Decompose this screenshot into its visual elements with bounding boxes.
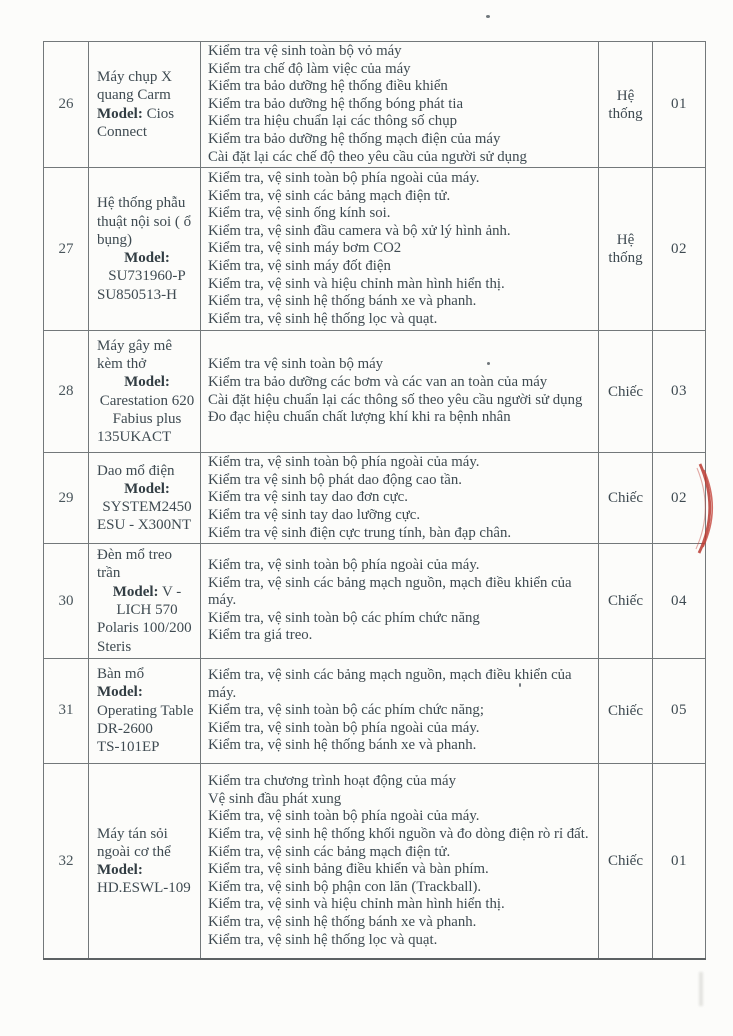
- equipment-line: 135UKACT: [97, 429, 172, 446]
- scan-smudge: [699, 972, 703, 1006]
- table-row: [44, 42, 706, 168]
- equipment-line: kèm thở: [97, 356, 147, 373]
- equipment-line: Máy gây mê: [97, 337, 172, 354]
- unit-cell: Hệ thống: [599, 42, 653, 168]
- table-row: [44, 658, 706, 763]
- equipment-line: DR-2600: [97, 721, 153, 738]
- equipment-maintenance-table: [43, 41, 706, 960]
- equipment-line: Bàn mổ: [97, 666, 145, 683]
- task-line: Kiểm tra vệ sinh toàn bộ máy: [208, 356, 384, 373]
- unit-cell: Chiếc: [599, 544, 653, 659]
- equipment-line: thuật nội soi ( ổ: [97, 213, 192, 230]
- task-line: Kiểm tra bảo dưỡng hệ thống mạch điện của máy: [208, 130, 501, 147]
- equipment-line: TS-101EP: [97, 739, 160, 756]
- task-line: Kiểm tra, vệ sinh máy đốt điện: [208, 257, 391, 274]
- equipment-line: Operating Table: [97, 702, 194, 719]
- task-line: Đo đạc hiệu chuẩn chất lượng khí khi ra bệnh nhân: [208, 409, 511, 426]
- equipment-line: LICH 570: [116, 602, 178, 619]
- equipment-line: HD.ESWL-109: [97, 880, 191, 897]
- task-line: Kiểm tra, vệ sinh toàn bộ phía ngoài của máy.: [208, 169, 480, 186]
- task-line: Kiểm tra vệ sinh tay dao lưỡng cực.: [208, 506, 421, 523]
- tasks-cell: [208, 43, 594, 166]
- unit-cell: Chiếc: [599, 453, 653, 544]
- equipment-line: Polaris 100/200: [97, 620, 192, 637]
- task-line: Kiểm tra, vệ sinh hệ thống lọc và quạt.: [208, 931, 438, 948]
- task-line: Kiểm tra, vệ sinh đầu camera và bộ xử lý hình ảnh.: [208, 222, 511, 239]
- table-row: [44, 544, 706, 659]
- equipment-line: Model:: [124, 250, 170, 267]
- equipment-line: Model:: [124, 374, 170, 391]
- equipment-line: Fabius plus: [112, 410, 182, 427]
- equipment-line: ESU - X300NT: [97, 517, 192, 534]
- equipment-line: ngoài cơ thể: [97, 843, 171, 860]
- task-line: Kiểm tra, vệ sinh và hiệu chỉnh màn hình hiển thị.: [208, 275, 505, 292]
- equipment-cell: [97, 825, 197, 898]
- task-line: Kiểm tra vệ sinh toàn bộ vỏ máy: [208, 43, 402, 59]
- tasks-cell: [208, 667, 594, 755]
- unit-cell: Chiếc: [599, 763, 653, 959]
- qty-cell: 05: [653, 658, 706, 763]
- qty-cell: 01: [653, 763, 706, 959]
- task-line: Kiểm tra, vệ sinh các bảng mạch nguồn, mạch điều khiển của máy.: [208, 574, 572, 609]
- unit-cell: Chiếc: [599, 331, 653, 453]
- equipment-line: SYSTEM2450: [102, 499, 192, 516]
- task-line: Kiểm tra chế độ làm việc của máy: [208, 60, 411, 77]
- task-line: Kiểm tra, vệ sinh toàn bộ các phím chức năng;: [208, 702, 484, 719]
- equipment-line: Dao mổ điện: [97, 462, 175, 479]
- task-line: Kiểm tra bảo dưỡng hệ thống bóng phát tia: [208, 95, 464, 112]
- task-line: Vệ sinh đầu phát xung: [208, 790, 342, 807]
- equipment-cell: [97, 337, 197, 447]
- unit-cell: Hệ thống: [599, 168, 653, 331]
- row-number: 32: [44, 763, 89, 959]
- task-line: Kiểm tra vệ sinh bộ phát dao động cao tần.: [208, 471, 462, 488]
- equipment-line: Model:: [124, 480, 170, 497]
- task-line: Kiểm tra, vệ sinh bộ phận con lăn (Trackball).: [208, 878, 482, 895]
- equipment-cell: [97, 68, 197, 141]
- row-number: 26: [44, 42, 89, 168]
- unit-cell: Chiếc: [599, 658, 653, 763]
- equipment-line: Model: V -: [112, 583, 182, 600]
- equipment-line: Model: Cios: [97, 105, 175, 122]
- row-number: 27: [44, 168, 89, 331]
- task-line: Kiểm tra, vệ sinh bảng điều khiển và bàn phím.: [208, 861, 489, 878]
- task-line: Kiểm tra, vệ sinh hệ thống lọc và quạt.: [208, 310, 438, 327]
- task-line: Kiểm tra, vệ sinh và hiệu chỉnh màn hình hiển thị.: [208, 896, 505, 913]
- equipment-line: Model:: [97, 862, 143, 879]
- tasks-cell: [208, 557, 594, 645]
- qty-cell: 03: [653, 331, 706, 453]
- tasks-cell: [208, 170, 594, 328]
- task-line: Kiểm tra chương trình hoạt động của máy: [208, 773, 457, 790]
- equipment-line: Steris: [97, 638, 132, 655]
- task-line: Kiểm tra, vệ sinh ống kính soi.: [208, 205, 391, 222]
- task-line: Kiểm tra, vệ sinh hệ thống bánh xe và phanh.: [208, 913, 477, 930]
- tasks-cell: [208, 356, 594, 426]
- task-line: Kiểm tra bảo dưỡng hệ thống điều khiển: [208, 78, 448, 95]
- equipment-line: Máy chụp X: [97, 68, 172, 85]
- task-line: Kiểm tra, vệ sinh các bảng mạch nguồn, mạch điều khiển của máy.: [208, 666, 572, 701]
- tasks-cell: [208, 454, 594, 542]
- equipment-line: Hệ thống phẫu: [97, 195, 186, 212]
- table-row: [44, 331, 706, 453]
- qty-cell: 04: [653, 544, 706, 659]
- equipment-cell: [97, 194, 197, 304]
- task-line: Kiểm tra, vệ sinh máy bơm CO2: [208, 240, 402, 257]
- task-line: Kiểm tra, vệ sinh hệ thống khối nguồn và đo dòng điện rò rỉ đất.: [208, 825, 589, 842]
- task-line: Kiểm tra, vệ sinh toàn bộ phía ngoài của máy.: [208, 454, 480, 471]
- scan-speck: [486, 15, 490, 18]
- row-number: 28: [44, 331, 89, 453]
- qty-cell: 02: [653, 453, 706, 544]
- tasks-cell: [208, 773, 594, 949]
- equipment-line: SU850513-H: [97, 286, 178, 303]
- task-line: Kiểm tra vệ sinh tay dao đơn cực.: [208, 489, 408, 506]
- equipment-line: bụng): [97, 231, 132, 248]
- task-line: Kiểm tra, vệ sinh hệ thống bánh xe và phanh.: [208, 293, 477, 310]
- equipment-line: quang Carm: [97, 87, 171, 104]
- equipment-cell: [97, 665, 197, 756]
- table-row: [44, 763, 706, 959]
- equipment-line: trần: [97, 565, 121, 582]
- equipment-line: Connect: [97, 123, 147, 140]
- task-line: Cài đặt lại các chế độ theo yêu cầu của người sử dụng: [208, 148, 527, 165]
- table-row: [44, 168, 706, 331]
- task-line: Kiểm tra bảo dưỡng các bơm và các van an toàn của máy: [208, 374, 548, 391]
- row-number: 31: [44, 658, 89, 763]
- table-body: [44, 42, 706, 960]
- qty-cell: 01: [653, 42, 706, 168]
- task-line: Kiểm tra hiệu chuẩn lại các thông số chụp: [208, 113, 457, 130]
- equipment-cell: [97, 462, 197, 535]
- task-line: Kiểm tra vệ sinh điện cực trung tính, bàn đạp chân.: [208, 524, 512, 541]
- task-line: Kiểm tra, vệ sinh các bảng mạch điện tử.: [208, 187, 451, 204]
- qty-cell: 02: [653, 168, 706, 331]
- task-line: Kiểm tra giá treo.: [208, 627, 313, 644]
- equipment-line: Máy tán sỏi: [97, 825, 168, 842]
- task-line: Kiểm tra, vệ sinh hệ thống bánh xe và phanh.: [208, 737, 477, 754]
- task-line: Kiểm tra, vệ sinh toàn bộ phía ngoài của máy.: [208, 808, 480, 825]
- task-line: Kiểm tra, vệ sinh các bảng mạch điện tử.: [208, 843, 451, 860]
- equipment-line: Model:: [97, 684, 143, 701]
- equipment-line: Carestation 620: [99, 392, 195, 409]
- row-number: 30: [44, 544, 89, 659]
- equipment-line: SU731960-P: [108, 268, 186, 285]
- equipment-line: Đèn mổ treo: [97, 547, 172, 564]
- row-number: 29: [44, 453, 89, 544]
- table-row: [44, 453, 706, 544]
- task-line: Kiểm tra, vệ sinh toàn bộ phía ngoài của máy.: [208, 557, 480, 574]
- task-line: Kiểm tra, vệ sinh toàn bộ các phím chức năng: [208, 609, 480, 626]
- task-line: Cài đặt hiệu chuẩn lại các thông số theo yêu cầu người sử dụng: [208, 391, 583, 408]
- equipment-cell: [97, 546, 197, 656]
- task-line: Kiểm tra, vệ sinh toàn bộ phía ngoài của máy.: [208, 719, 480, 736]
